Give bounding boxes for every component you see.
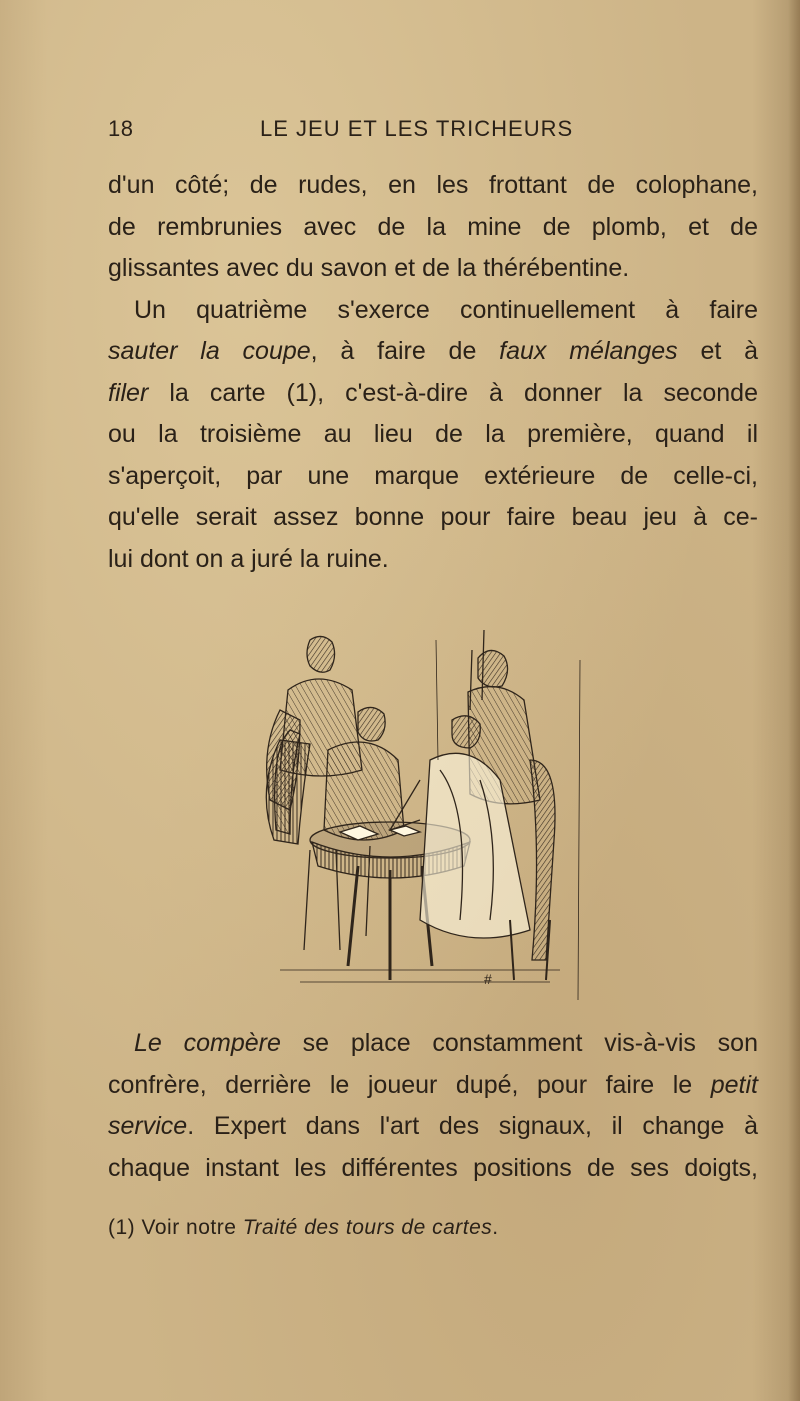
text-line: ou la troisième au lieu de la première, quand il (108, 420, 758, 448)
text-line: lui dont on a juré la ruine. (108, 544, 389, 573)
italic-term: filer (108, 378, 149, 407)
running-title: LE JEU ET LES TRICHEURS (260, 116, 574, 141)
text-line (108, 331, 758, 373)
text-block-bottom (108, 1023, 758, 1189)
text-line: glissantes avec du savon et de la thérébentine. (108, 254, 630, 282)
text-run: confrère, derrière le joueur dupé, pour faire le (108, 1070, 711, 1099)
italic-term: Le compère (134, 1029, 281, 1057)
italic-term: petit (710, 1070, 758, 1099)
running-header (108, 116, 758, 146)
text-line (108, 373, 758, 415)
page-number: 18 (108, 116, 134, 141)
footnote-marker: (1) Voir notre (108, 1216, 243, 1239)
text-line: de rembrunies avec de la mine de plomb, et de (108, 212, 758, 241)
italic-term: sauter la coupe (108, 337, 311, 365)
text-line (108, 1106, 758, 1148)
text-run: , à faire de (310, 337, 500, 365)
text-line: d'un côté; de rudes, en les frottant de colophane, (108, 171, 758, 199)
card-players-engraving (240, 620, 600, 1000)
footnote-end: . (492, 1216, 499, 1239)
text-run: la carte (1), c'est-à-dire à donner la seconde (148, 378, 758, 407)
page-edge-shadow (788, 0, 800, 1401)
text-run: se place constamment vis-à-vis son (280, 1029, 758, 1057)
svg-text:#: # (484, 971, 492, 987)
text-run: . Expert dans l'art des signaux, il change à (187, 1112, 758, 1140)
text-line: s'aperçoit, par une marque extérieure de celle-ci, (108, 461, 758, 490)
text-block-top (108, 165, 758, 580)
text-line: chaque instant les différentes positions de ses doigts, (108, 1153, 758, 1182)
italic-term: service (108, 1112, 188, 1140)
text-line (108, 1065, 758, 1107)
text-line: Un quatrième s'exerce continuellement à faire (134, 295, 758, 324)
footnote (108, 1216, 758, 1240)
text-line: qu'elle serait assez bonne pour faire beau jeu à ce- (108, 503, 758, 531)
text-run: et à (677, 337, 758, 365)
italic-term: faux mélanges (499, 337, 678, 365)
text-line (108, 1023, 758, 1065)
footnote-title: Traité des tours de cartes (242, 1216, 493, 1239)
